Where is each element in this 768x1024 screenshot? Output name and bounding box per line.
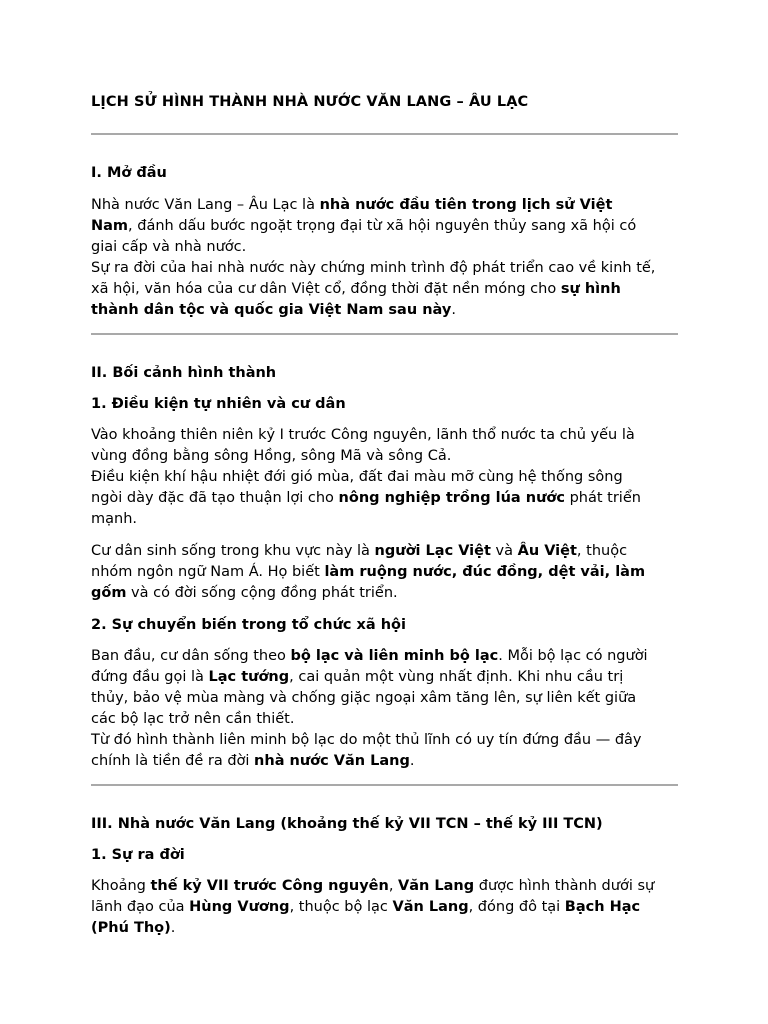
document-title: LỊCH SỬ HÌNH THÀNH NHÀ NƯỚC VĂN LANG – ÂU LẠC [91,94,529,110]
subsection-heading-society: 2. Sự chuyển biến trong tổ chức xã hội [91,617,406,633]
paragraph-inhabitants: Cư dân sinh sống trong khu vực này là người Lạc Việt và Âu Việt, thuộc nhóm ngôn ngữ Nam Á. Họ biết làm ruộng nước, đúc đồng, dệt vải, làm gốm và có đời sống cộng đồng phát triển. [91,543,646,601]
section-heading-intro: I. Mở đầu [91,165,167,181]
section-heading-van-lang: III. Nhà nước Văn Lang (khoảng thế kỷ VII TCN – thế kỷ III TCN) [91,816,603,832]
paragraph-birth: Khoảng thế kỷ VII trước Công nguyên, Văn Lang được hình thành dưới sự lãnh đạo của Hùng Vương, thuộc bộ lạc Văn Lang, đóng đô tại Bạch Hạc (Phú Thọ). [91,878,655,936]
section-heading-context: II. Bối cảnh hình thành [91,365,277,381]
paragraph-society: Ban đầu, cư dân sống theo bộ lạc và liên minh bộ lạc. Mỗi bộ lạc có người đứng đầu gọi là Lạc tướng, cai quản một vùng nhất định. Khi nhu cầu trị thủy, bảo vệ mùa màng và chống giặc ngoại xâm tăng lên, sự liên kết giữa các bộ lạc trở nên cần thiết. Từ đó hình thành liên minh bộ lạc do một thủ lĩnh có uy tín đứng đầu — đây chính là tiền đề ra đời nhà nước Văn Lang. [91,648,648,769]
paragraph-intro: Nhà nước Văn Lang – Âu Lạc là nhà nước đầu tiên trong lịch sử Việt Nam, đánh dấu bước ngoặt trọng đại từ xã hội nguyên thủy sang xã hội có giai cấp và nhà nước. Sự ra đời của hai nhà nước này chứng minh trình độ phát triển cao về kinh tế, xã hội, văn hóa của cư dân Việt cổ, đồng thời đặt nền móng cho sự hình thành dân tộc và quốc gia Việt Nam sau này. [91,197,656,318]
paragraph-nature: Vào khoảng thiên niên kỷ I trước Công nguyên, lãnh thổ nước ta chủ yếu là vùng đồng bằng sông Hồng, sông Mã và sông Cả. Điều kiện khí hậu nhiệt đới gió mùa, đất đai màu mỡ cùng hệ thống sông ngòi dày đặc đã tạo thuận lợi cho nông nghiệp trồng lúa nước phát triển mạnh. [91,427,641,527]
subsection-heading-birth: 1. Sự ra đời [91,847,185,863]
subsection-heading-nature: 1. Điều kiện tự nhiên và cư dân [91,396,346,412]
document-content [91,92,681,939]
